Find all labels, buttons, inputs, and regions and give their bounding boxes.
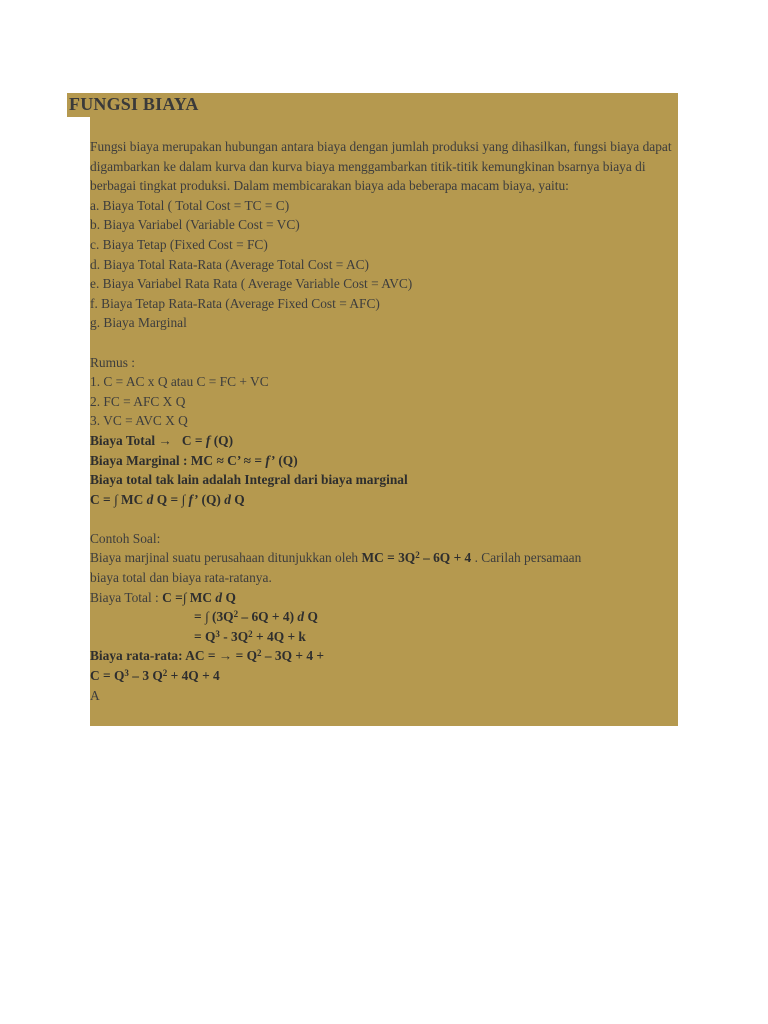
- trailing-text: A: [90, 687, 100, 703]
- solution-step-2: = ∫ $(3Q^2 - 6Q + 4)$ d Q: [194, 609, 318, 625]
- formula-2: 2. FC = AFC X Q: [90, 393, 186, 409]
- soal-line-2: biaya total dan biaya rata-ratanya.: [90, 570, 272, 586]
- title-bar: [67, 93, 678, 117]
- contoh-label: Contoh Soal:: [90, 530, 161, 546]
- left-margin-strip: [67, 117, 90, 726]
- biaya-marginal-formula: Biaya Marginal : MC ≈ C’ ≈ = f’ (Q): [90, 452, 298, 468]
- final-total-cost: $C = Q^3 - 3$ $Q^2 + 4Q + 4$: [90, 668, 220, 684]
- cost-type-e: e. Biaya Variabel Rata Rata ( Average Variable Cost = AVC): [90, 276, 413, 292]
- integral-note: Biaya total tak lain adalah Integral dari biaya marginal: [90, 472, 408, 488]
- biaya-total-formula: Biaya Total → C = f (Q): [90, 432, 234, 448]
- solution-step-1: Biaya Total : C =∫ MC d Q: [90, 589, 236, 605]
- formula-3: 3. VC = AVC X Q: [90, 413, 188, 429]
- intro-paragraph: Fungsi biaya merupakan hubungan antara biaya dengan jumlah produksi yang dihasilkan, fungsi biaya dapat digambarkan ke dalam kurva dan kurva biaya menggambarkan titik-titik kemungkinan bsarnya biaya di berbagai tingkat produksi. Dalam membicarakan biaya ada beberapa macam biaya, yaitu:: [90, 139, 672, 194]
- document-body: [90, 137, 676, 705]
- average-cost-line: Biaya rata-rata: AC = → = $Q^2 - 3Q + 4$ +: [90, 648, 325, 664]
- cost-type-b: b. Biaya Variabel (Variable Cost = VC): [90, 217, 300, 233]
- spacer: [90, 509, 676, 529]
- soal-line-1: Biaya marjinal suatu perusahaan ditunjukkan oleh MC = $3Q^2 - 6Q + 4$ . Carilah persamaan: [90, 550, 582, 566]
- solution-step-3: = $Q^3 - 3Q^2 + 4Q + k$: [194, 628, 306, 644]
- formula-1: 1. C = AC x Q atau C = FC + VC: [90, 374, 269, 390]
- page-title: FUNGSI BIAYA: [69, 94, 199, 114]
- spacer: [90, 333, 676, 353]
- rumus-label: Rumus :: [90, 354, 136, 370]
- cost-type-g: g. Biaya Marginal: [90, 315, 187, 331]
- cost-type-c: c. Biaya Tetap (Fixed Cost = FC): [90, 236, 268, 252]
- cost-type-f: f. Biaya Tetap Rata-Rata (Average Fixed Cost = AFC): [90, 295, 380, 311]
- integral-formula: C = ∫ MC d Q = ∫ f’ (Q) d Q: [90, 491, 245, 507]
- cost-type-d: d. Biaya Total Rata-Rata (Average Total Cost = AC): [90, 256, 370, 272]
- cost-type-a: a. Biaya Total ( Total Cost = TC = C): [90, 197, 290, 213]
